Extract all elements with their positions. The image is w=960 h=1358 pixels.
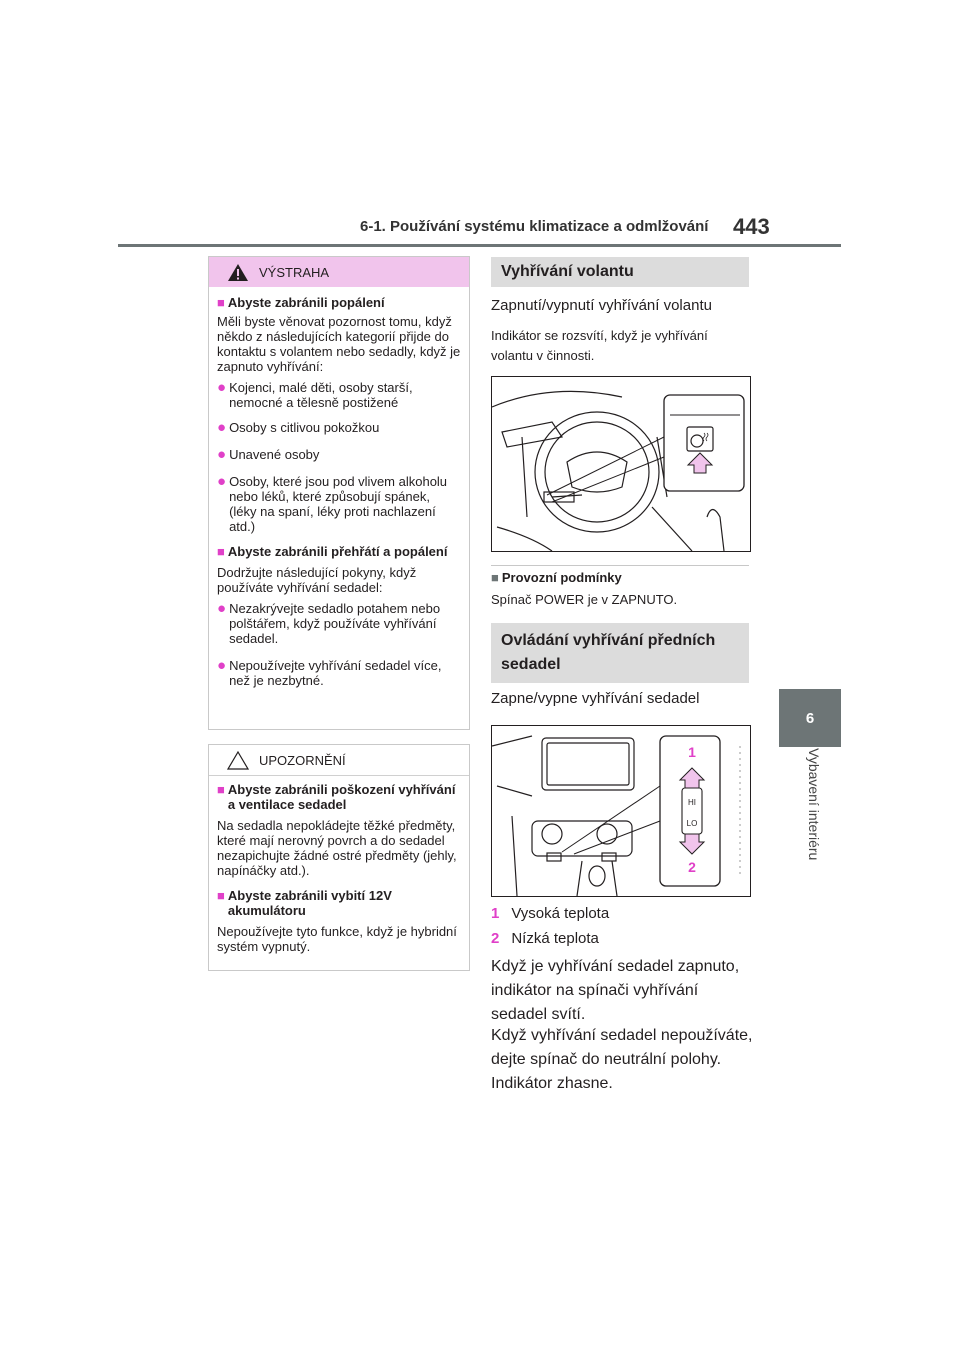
list-item-low-temp: 2 Nízká teplota (491, 930, 599, 947)
steering-heater-figure (491, 376, 751, 552)
warning-bullet: ● Kojenci, malé děti, osoby starší, nemocné a tělesně postižené (217, 379, 413, 410)
seats-paragraph-1: Když je vyhřívání sedadel zapnuto, indikátor na spínači vyhřívání sedadel svítí. (491, 958, 740, 1023)
warning-header (209, 257, 469, 287)
section-heading-seats: Ovládání vyhřívání předních sedadel (491, 623, 749, 683)
caution-triangle-icon (227, 751, 249, 770)
operating-conditions-heading: ■ Provozní podmínky (491, 570, 622, 585)
warning-bullet: ● Osoby, které jsou pod vlivem alkoholu nebo léků, které způsobují spánek, (léky na spaní, léky proti nachlazení atd.) (217, 473, 448, 534)
caution-title: UPOZORNĚNÍ (259, 753, 346, 768)
warning-heading-1: ■ Abyste zabránili popálení (217, 295, 385, 310)
caution-header (209, 745, 469, 775)
chapter-header-title: 6-1. Používání systému klimatizace a odmlžování (360, 218, 709, 235)
seat-heater-figure (491, 725, 751, 897)
warning-triangle-icon (227, 263, 249, 282)
seats-intro: Zapne/vypne vyhřívání sedadel (491, 690, 700, 707)
caution-paragraph-2: Nepoužívejte tyto funkce, když je hybridní systém vypnutý. (217, 924, 457, 954)
warning-paragraph-2: Dodržujte následující pokyny, když používáte vyhřívání sedadel: (217, 565, 417, 595)
warning-heading-2: ■ Abyste zabránili přehřátí a popálení (217, 544, 448, 559)
callout-1: 1 (688, 744, 696, 760)
switch-lo-label: LO (686, 819, 698, 828)
section-heading-steering: Vyhřívání volantu (491, 257, 749, 287)
seats-paragraph-2: Když vyhřívání sedadel nepoužíváte, dejte spínač do neutrální polohy. Indikátor zhasne. (491, 1027, 753, 1092)
steering-intro: Zapnutí/vypnutí vyhřívání volantu (491, 297, 712, 314)
chapter-tab[interactable]: 6 (779, 689, 841, 747)
warning-box (208, 256, 470, 730)
page-number: 443 (733, 214, 770, 239)
caution-heading-2: ■ Abyste zabránili vybití 12V akumulátoru (217, 888, 392, 918)
seat-console-illustration (492, 726, 750, 896)
caution-heading-1: ■ Abyste zabránili poškození vyhřívání a ventilace sedadel (217, 782, 456, 812)
callout-2: 2 (688, 859, 696, 875)
switch-hi-label: HI (688, 798, 696, 807)
caution-box (208, 744, 470, 971)
warning-paragraph-1: Měli byste věnovat pozornost tomu, když někdo z následujících kategorií přijde do kontaktu s volantem nebo sedadly, když je zapnuto vyhřívání: (217, 314, 461, 374)
warning-title: VÝSTRAHA (259, 265, 330, 280)
section-divider (491, 565, 749, 566)
steering-dashboard-illustration (492, 377, 750, 551)
steering-indicator-note: Indikátor se rozsvítí, když je vyhřívání volantu v činnosti. (491, 328, 708, 363)
warning-bullet: ● Nepoužívejte vyhřívání sedadel více, než je nezbytné. (217, 657, 442, 688)
list-item-high-temp: 1 Vysoká teplota (491, 905, 610, 922)
chapter-tab-label: Vybavení interiéru (806, 748, 822, 861)
warning-bullet: ● Nezakrývejte sedadlo potahem nebo polštářem, když používáte vyhřívání sedadel. (217, 600, 441, 646)
header-rule (118, 244, 841, 247)
warning-bullet: ● Unavené osoby (217, 446, 320, 463)
warning-bullet: ● Osoby s citlivou pokožkou (217, 419, 380, 436)
operating-conditions-text: Spínač POWER je v ZAPNUTO. (491, 592, 678, 607)
caution-paragraph-1: Na sedadla nepokládejte těžké předměty, které mají nerovný povrch a do sedadel nezapichujte žádné ostré předměty (jehly, napínáčky atd.). (217, 818, 457, 878)
